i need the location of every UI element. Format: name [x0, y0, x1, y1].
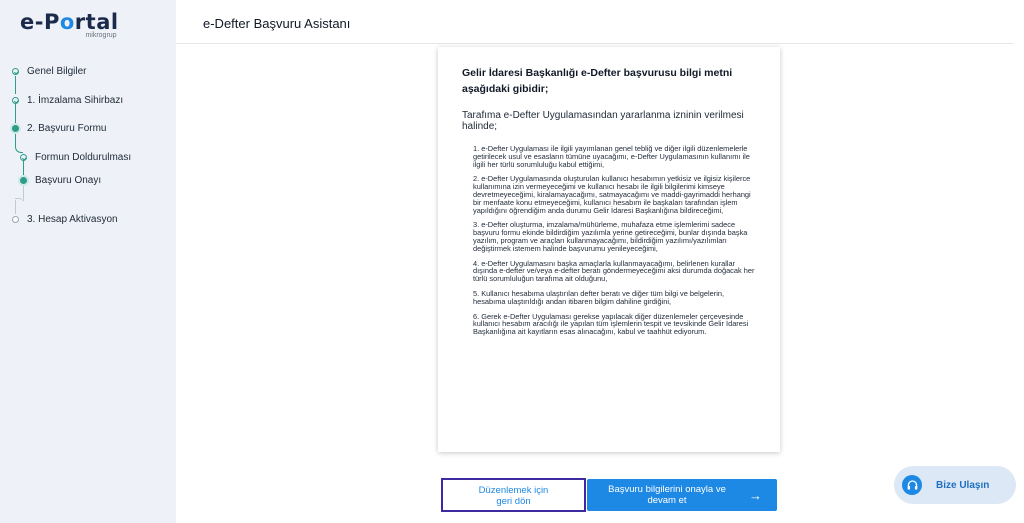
document-items: [462, 145, 758, 336]
document-item: 1. e-Defter Uygulaması ile ilgili yayımlanan genel tebliğ ve diğer ilgili düzenlemelerle getirilecek usul ve esasların tümüne uyacağımı, e-Defter Uygulamasının kullanımı ile ilgili her türlü sorumluluğu kabul ettiğimi,: [473, 144, 750, 169]
back-button-label-line1: Düzenlemek için: [478, 485, 549, 496]
step-label: 2. Başvuru Formu: [27, 123, 107, 134]
step-connector-branch: [15, 131, 23, 153]
step-connector: [15, 200, 16, 214]
document-heading: Gelir İdaresi Başkanlığı e-Defter başvurusu bilgi metni aşağıdaki gibidir;: [462, 67, 733, 95]
step-basvuru-formu[interactable]: [12, 123, 106, 134]
info-document: [438, 47, 780, 452]
step-label: 3. Hesap Aktivasyon: [27, 214, 118, 225]
pending-step-dot-icon: [12, 216, 19, 223]
logo-subtitle: mikrogrup: [85, 32, 117, 39]
substep-formun-doldurulmasi[interactable]: [20, 152, 131, 163]
contact-us-label: Bize Ulaşın: [936, 479, 990, 491]
step-label: 1. İmzalama Sihirbazı: [27, 95, 124, 106]
confirm-and-continue-button[interactable]: [587, 479, 777, 511]
step-genel-bilgiler[interactable]: [12, 66, 86, 77]
substep-basvuru-onayi[interactable]: [20, 175, 101, 186]
back-button-label-line2: geri dön: [496, 496, 531, 507]
step-label: Formun Doldurulması: [35, 152, 132, 163]
document-item: 5. Kullanıcı hesabıma ulaştırılan defter beratı ve diğer tüm bilgi ve belgelerin, hesabıma ulaştırıldığı andan itibaren bilgim dahiline girdiğini,: [473, 288, 725, 306]
document-item: 2. e-Defter Uygulamasında oluşturulan kullanıcı hesabımın yetkisiz ve ilgisiz kişilerce kullanımına izin vermeyeceğimi ve kullanıcı hesabı ile ilgili bilgilerimi kimseye devretmeyeceğimi, kiralamayacağımı, satmayacağımı ve maddi-gayrimaddi herhangi bir menfaate konu etmeyeceğimi, kullanıcı hesabım ile başkaları tarafından işlem yapıldığını öğrendiğim anda durumu Gelir İdaresi Başkanlığına bildireceğimi,: [473, 174, 751, 215]
headset-icon: [902, 475, 922, 495]
back-to-edit-button[interactable]: [441, 478, 586, 512]
page-title: e-Defter Başvuru Asistanı: [203, 16, 351, 31]
logo-wordmark: e-Portal: [20, 10, 119, 34]
step-connector: [23, 161, 24, 175]
check-circle-icon: [20, 154, 27, 161]
check-circle-icon: [12, 97, 19, 104]
step-connector: [15, 76, 16, 94]
document-item: 6. Gerek e-Defter Uygulaması gerekse yapılacak diğer düzenlemeler çerçevesinde kullanıcı hesabım aracılığı ile yapılan tüm işlemlerin tespit ve tevsikinde Gelir İdaresi Başkanlığına ait kayıtların esas alınacağını, kabul ve taahhüt ediyorum.: [473, 311, 749, 337]
step-imzalama-sihirbazi[interactable]: [12, 95, 123, 106]
active-step-dot-icon: [20, 177, 27, 184]
step-connector: [15, 104, 16, 124]
confirm-button-label: [587, 484, 747, 506]
document-item: 4. e-Defter Uygulamasını başka amaçlarla kullanmayacağımı, belirlenen kurallar dışında e-defter ve/veya e-defter beratı göndermeyeceğimi aksi durumda doğacak her türlü sorumluluğun tarafıma ait olduğunu,: [473, 258, 755, 284]
step-connector: [23, 185, 24, 201]
step-label: Başvuru Onayı: [35, 175, 102, 186]
document-item: 3. e-Defter oluşturma, imzalama/mühürleme, muhafaza etme işlemlerimi sadece başvuru formu ekinde bildirdiğim yazılımla yerine getireceğimi, bunlar dışında başka yazılım, program ve araçları kullanmayacağımı, bildirdiğim yazılımı/yazılımları değiştirmek istemem halinde başvurumu yenileyeceğimi,: [473, 220, 748, 253]
step-connector: [15, 198, 23, 202]
contact-us-button[interactable]: [894, 466, 1016, 504]
confirm-button-label-line1: Başvuru bilgilerini onayla ve: [608, 484, 726, 495]
active-step-dot-icon: [12, 125, 19, 132]
sidebar: [0, 0, 176, 523]
step-label: Genel Bilgiler: [27, 66, 87, 77]
confirm-button-label-line2: devam et: [647, 495, 687, 506]
logo[interactable]: [20, 10, 119, 39]
document-intro: Tarafıma e-Defter Uygulamasından yararlanma izninin verilmesi halinde;: [462, 110, 744, 132]
header-divider: [176, 43, 1014, 44]
step-hesap-aktivasyon[interactable]: [12, 214, 118, 225]
arrow-right-icon: →: [749, 487, 762, 503]
check-circle-icon: [12, 68, 19, 75]
